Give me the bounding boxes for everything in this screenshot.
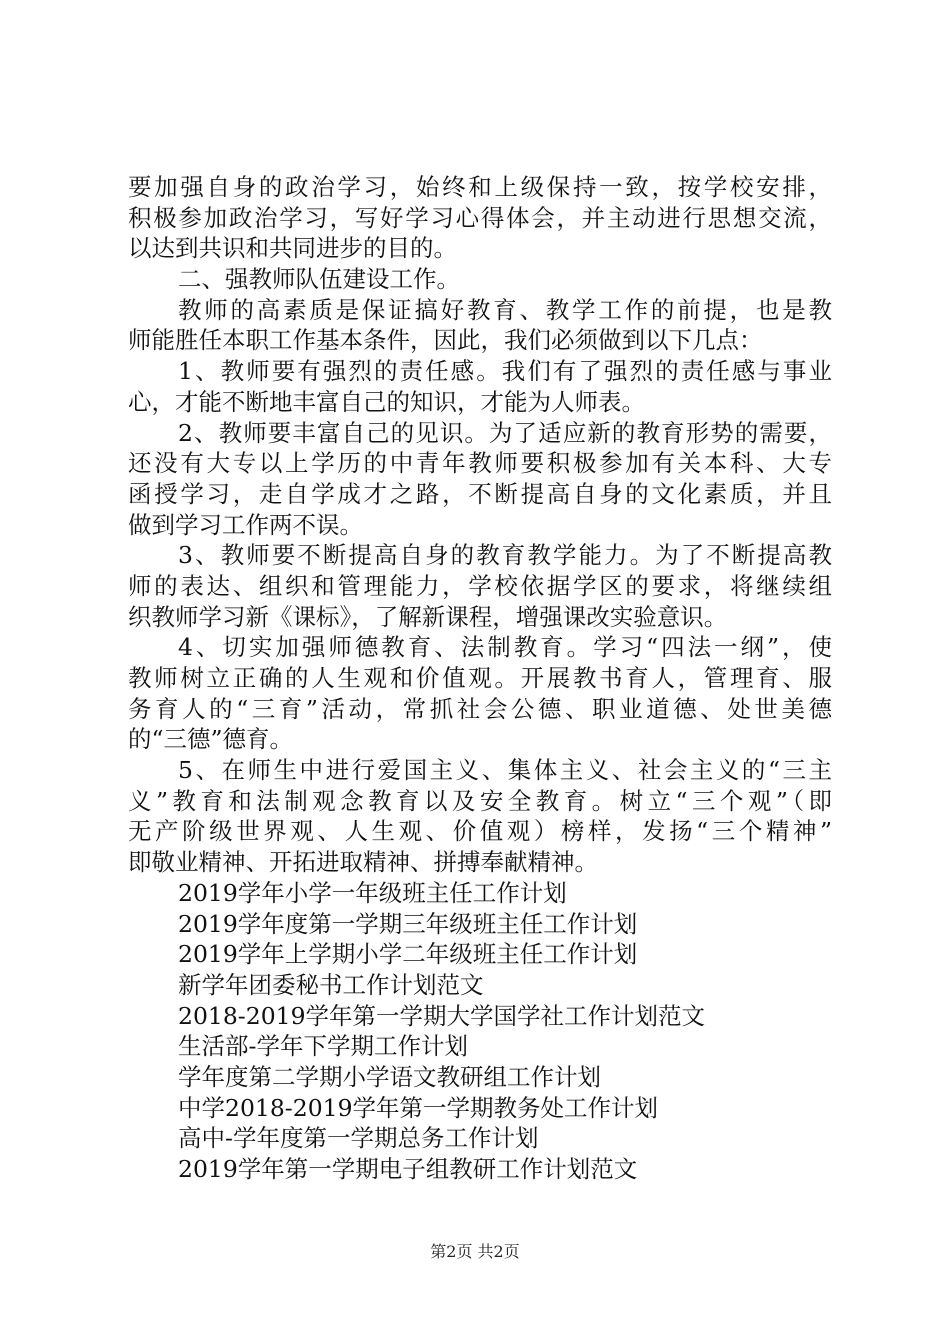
related-title-item: 中学2018-2019学年第一学期教务处工作计划 xyxy=(178,1093,659,1122)
paragraph-line: 积极参加政治学习，写好学习心得体会，并主动进行思想交流， xyxy=(128,203,832,232)
related-title-item: 2019学年小学一年级班主任工作计划 xyxy=(178,878,567,907)
paragraph-line: 函授学习，走自学成才之路，不断提高自身的文化素质，并且 xyxy=(128,479,832,508)
paragraph-line: 4、切实加强师德教育、法制教育。学习“四法一纲”，使 xyxy=(178,633,832,662)
paragraph-line: 义”教育和法制观念教育以及安全教育。树立“三个观”（即 xyxy=(128,786,832,815)
related-title-item: 2018-2019学年第一学期大学国学社工作计划范文 xyxy=(178,1001,706,1030)
paragraph-line: 要加强自身的政治学习，始终和上级保持一致，按学校安排， xyxy=(128,173,832,201)
related-titles-list xyxy=(128,878,832,1185)
paragraph-line: 即敬业精神、开拓进取精神、拼搏奉献精神。 xyxy=(128,848,598,877)
paragraph-line: 心，才能不断地丰富自己的知识，才能为人师表。 xyxy=(128,387,645,416)
related-title-item: 新学年团委秘书工作计划范文 xyxy=(178,970,484,999)
paragraph-line: 教师树立正确的人生观和价值观。开展教书育人，管理育、服 xyxy=(128,664,832,692)
paragraph-line: 无产阶级世界观、人生观、价值观）榜样，发扬“三个精神” xyxy=(128,817,832,846)
related-title-item: 学年度第二学期小学语文教研组工作计划 xyxy=(178,1062,601,1091)
related-title-item: 2019学年度第一学期三年级班主任工作计划 xyxy=(178,909,638,938)
related-title-item: 2019学年第一学期电子组教研工作计划范文 xyxy=(178,1155,638,1183)
document-body xyxy=(128,172,832,1185)
page-footer: 第2页 共2页 xyxy=(430,1242,520,1261)
paragraph-line: 的“三德”德育。 xyxy=(128,725,294,754)
paragraph-line: 5、在师生中进行爱国主义、集体主义、社会主义的“三主 xyxy=(178,756,832,785)
paragraph-line: 务育人的“三育”活动，常抓社会公德、职业道德、处世美德 xyxy=(128,694,832,723)
paragraph-line: 师的表达、组织和管理能力，学校依据学区的要求，将继续组 xyxy=(128,571,832,600)
paragraph-line: 还没有大专以上学历的中青年教师要积极参加有关本科、大专 xyxy=(128,449,832,478)
paragraph-line: 3、教师要不断提高自身的教育教学能力。为了不断提高教 xyxy=(178,541,832,570)
section-heading: 二、强教师队伍建设工作。 xyxy=(178,265,460,294)
paragraph-line: 1、教师要有强烈的责任感。我们有了强烈的责任感与事业 xyxy=(178,357,832,386)
related-title-item: 高中-学年度第一学期总务工作计划 xyxy=(178,1124,539,1153)
related-title-item: 2019学年上学期小学二年级班主任工作计划 xyxy=(178,940,638,969)
paragraph-line: 织教师学习新《课标》，了解新课程，增强课改实验意识。 xyxy=(128,602,728,631)
paragraph-line: 2、教师要丰富自己的见识。为了适应新的教育形势的需要， xyxy=(178,418,832,447)
paragraph-line: 师能胜任本职工作基本条件，因此，我们必须做到以下几点： xyxy=(128,326,763,355)
related-title-item: 生活部-学年下学期工作计划 xyxy=(178,1032,468,1061)
paragraph-line: 教师的高素质是保证搞好教育、教学工作的前提，也是教 xyxy=(178,295,832,324)
paragraph-line: 以达到共识和共同进步的目的。 xyxy=(128,234,457,263)
paragraph-line: 做到学习工作两不误。 xyxy=(128,510,363,539)
